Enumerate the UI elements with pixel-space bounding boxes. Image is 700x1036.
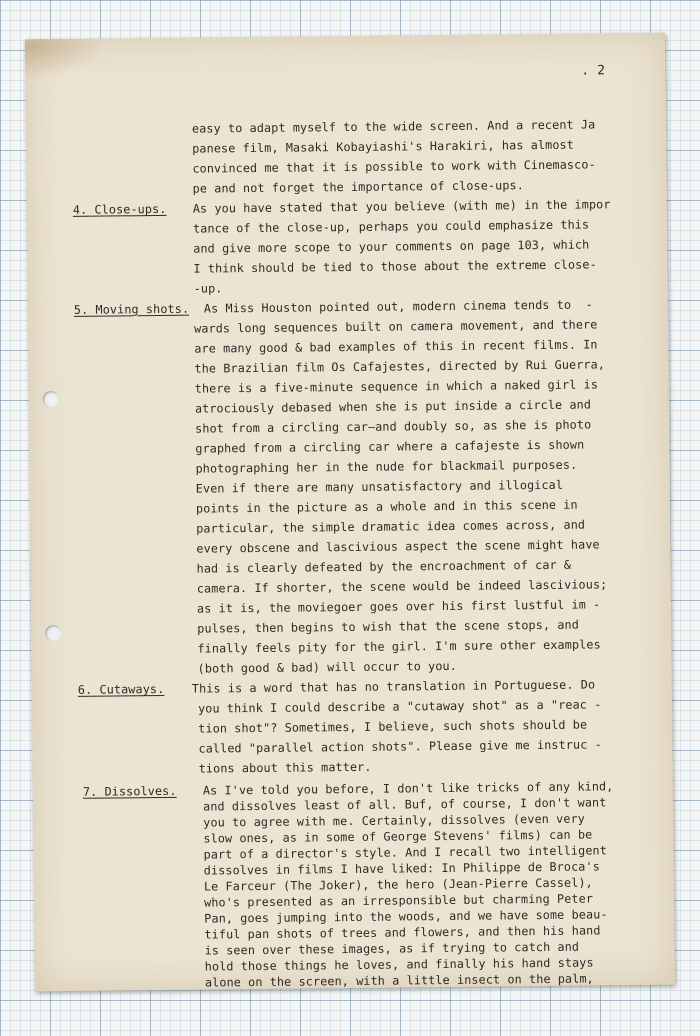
body-line: tions about this matter. <box>198 759 372 776</box>
body-line: tance of the close-up, perhaps you could emphasize this <box>192 217 590 236</box>
section-heading-close-ups: 4. Close-ups. <box>72 201 167 217</box>
body-line: there is a five-minute sequence in which a naked girl is <box>194 377 599 396</box>
body-line: wards long sequences built on camera movement, and there <box>193 317 598 336</box>
body-line: As Miss Houston pointed out, modern cinema tends to - <box>203 297 593 316</box>
body-line: shot from a circling car—and doubly so, as she is photo <box>195 417 592 436</box>
section-heading-dissolves: 7. Dissolves. <box>82 783 177 799</box>
typewritten-page <box>25 33 675 992</box>
body-line: part of a director's style. And I recall two intelligent <box>203 843 607 862</box>
body-line: is seen over these images, as if trying to catch and <box>204 939 580 958</box>
body-line: (both good & bad) will occur to you. <box>197 658 457 676</box>
body-line: tiful pan shots of trees and flowers, and then his hand <box>204 923 601 942</box>
body-line: as it is, the moviegoer goes over his first lustful im - <box>196 597 601 616</box>
body-line: Le Farceur (The Joker), the hero (Jean-Pierre Cassel), <box>203 875 593 894</box>
section-heading-moving-shots: 5. Moving shots. <box>73 301 190 317</box>
body-line: As I've told you before, I don't like tricks of any kind, <box>202 779 614 798</box>
body-line: every obscene and lascivious aspect the scene might have <box>196 537 600 556</box>
body-line: alone on the screen, with a little insect on the palm, <box>204 971 594 990</box>
body-line: you to agree with me. Certainly, dissolves (even very <box>203 811 586 830</box>
body-line: photographing her in the nude for blackmail purposes. <box>195 457 578 476</box>
body-line: are many good & bad examples of this in recent films. In <box>194 337 598 356</box>
body-line: atrociously debased when she is put inside a circle and <box>194 397 592 416</box>
body-line: easy to adapt myself to the wide screen. And a recent Ja <box>191 117 596 136</box>
page-number: . 2 <box>581 63 606 79</box>
body-line: had is clearly defeated by the encroachment of car & <box>196 557 572 576</box>
body-line: -up. <box>193 281 223 296</box>
body-line: camera. If shorter, the scene would be indeed lascivious; <box>196 577 608 596</box>
page-text <box>25 33 675 992</box>
body-line: you think I could describe a "cutaway shot" as a "reac - <box>197 697 602 716</box>
body-line: who's presented as an irresponsible but charming Peter <box>204 891 594 910</box>
body-line: and dissolves least of all. Buf, of course, I don't want <box>203 795 607 814</box>
body-line: Even if there are many unsatisfactory and illogical <box>195 477 564 496</box>
body-line: This is a word that has no translation in Portuguese. Do <box>191 677 596 696</box>
body-line: Pan, goes jumping into the woods, and we have some beau- <box>204 907 608 926</box>
body-line: As you have stated that you believe (with me) in the impor <box>192 197 611 216</box>
body-line: called "parallel action shots". Please give me instruc - <box>198 737 602 756</box>
body-line: the Brazilian film Os Cafajestes, directed by Rui Guerra, <box>194 357 606 376</box>
body-line: hold those things he loves, and finally his hand stays <box>204 955 594 974</box>
section-heading-cutaways: 6. Cutaways. <box>77 681 165 697</box>
body-line: pe and not forget the importance of close-ups. <box>192 178 524 196</box>
body-line: graphed from a circling car where a cafajeste is shown <box>195 437 585 456</box>
body-line: and give more scope to your comments on page 103, which <box>193 237 590 256</box>
body-line: finally feels pity for the girl. I'm sure other examples <box>197 637 601 656</box>
body-line: points in the picture as a whole and in this scene in <box>195 497 578 516</box>
body-line: I think should be tied to those about the extreme close- <box>193 257 597 276</box>
body-line: pulses, then begins to wish that the scene stops, and <box>197 617 579 636</box>
body-line: dissolves in films I have liked: In Philippe de Broca's <box>203 859 600 878</box>
body-line: convinced me that it is possible to work with Cinemasco- <box>192 157 596 176</box>
body-line: particular, the simple dramatic idea comes across, and <box>196 517 586 536</box>
body-line: panese film, Masaki Kobayiashi's Harakiri, has almost <box>192 137 574 156</box>
body-line: slow ones, as in some of George Stevens' films) can be <box>203 827 593 846</box>
body-line: tion shot"? Sometimes, I believe, such shots should be <box>198 717 588 736</box>
